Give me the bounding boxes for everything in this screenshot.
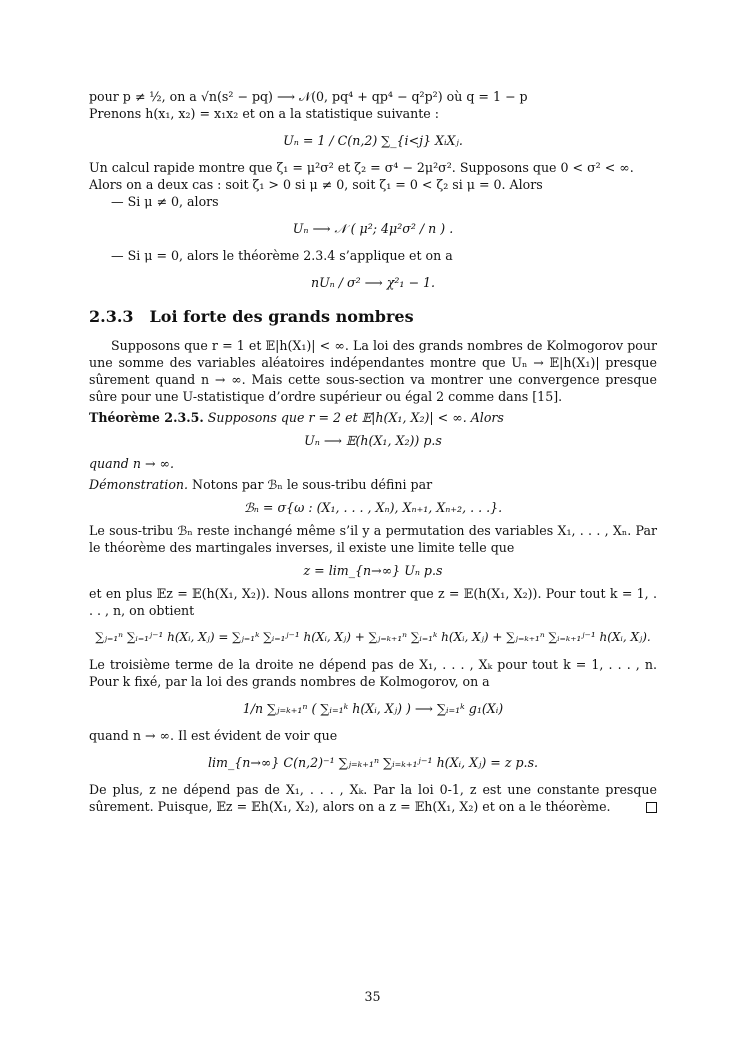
qed-square-icon: [646, 802, 657, 813]
intro-line-3: Un calcul rapide montre que ζ₁ = μ²σ² et ζ₂ = σ⁴ − 2μ²σ². Supposons que 0 < σ² < ∞.: [89, 160, 634, 175]
theorem-equation: Uₙ ⟶ 𝔼(h(X₁, X₂)) p.s: [304, 433, 442, 448]
theorem-statement: Supposons que r = 2 et 𝔼|h(X₁, X₂)| < ∞. Alors: [207, 410, 504, 425]
page-body: [89, 88, 657, 815]
proof-intro-text: Notons par ℬₙ le sous-tribu défini par: [192, 477, 433, 492]
section-title: Loi forte des grands nombres: [149, 307, 414, 326]
equation-limit-z: z = lim_{n→∞} Uₙ p.s: [303, 563, 443, 578]
equation-un: Uₙ = 1 / C(n,2) ∑_{i<j} XᵢXⱼ.: [283, 133, 463, 148]
theorem: [89, 409, 657, 426]
case-item-1: — Si μ ≠ 0, alors: [111, 193, 657, 210]
equation-case-2: nUₙ / σ² ⟶ χ²₁ − 1.: [310, 275, 436, 290]
intro-line-1: pour p ≠ ½, on a √n(s² − pq) ⟶ 𝒩(0, pq⁴ + qp⁴ − q²p²) où q = 1 − p: [89, 89, 528, 104]
equation-case-1: Uₙ ⟶ 𝒩 ( μ²; 4μ²σ² / n ) .: [292, 221, 454, 236]
page-number: 35: [364, 989, 381, 1004]
section-number: 2.3.3: [89, 307, 134, 326]
equation-sum-split: ∑ⱼ₌₁ⁿ ∑ᵢ₌₁ʲ⁻¹ h(Xᵢ, Xⱼ) = ∑ⱼ₌₁ᵏ ∑ᵢ₌₁ʲ⁻¹ h(Xᵢ, Xⱼ) + ∑ⱼ₌ₖ₊₁ⁿ ∑ᵢ₌₁ᵏ h(Xᵢ, Xⱼ) + ∑ⱼ₌ₖ₊₁ⁿ ∑ᵢ₌ₖ₊₁ʲ⁻¹ h(Xᵢ, Xⱼ).: [95, 630, 651, 644]
proof-paragraph-2: Le sous-tribu ℬₙ reste inchangé même s’il y a permutation des variables X₁, . . . , Xₙ. Par le théorème des martingales inverses, il existe une limite telle que: [89, 523, 657, 555]
section-heading: [89, 307, 657, 327]
equation-kolmogorov: 1/n ∑ⱼ₌ₖ₊₁ⁿ ( ∑ᵢ₌₁ᵏ h(Xᵢ, Xⱼ) ) ⟶ ∑ᵢ₌₁ᵏ g₁(Xᵢ): [242, 701, 504, 716]
section-paragraph: Supposons que r = 1 et 𝔼|h(X₁)| < ∞. La loi des grands nombres de Kolmogorov pour une somme des variables aléatoires indépendantes montre que Uₙ → 𝔼|h(X₁)| presque sûrement quand n → ∞. Mais cette sous-section va montrer une convergence presque sûre pour une U-statistique d’ordre supérieur ou égal 2 comme dans [15].: [89, 338, 657, 404]
theorem-tail: quand n → ∞.: [89, 456, 175, 471]
equation-limit-binomial: lim_{n→∞} C(n,2)⁻¹ ∑ⱼ₌ₖ₊₁ⁿ ∑ᵢ₌ₖ₊₁ʲ⁻¹ h(Xᵢ, Xⱼ) = z p.s.: [207, 755, 539, 770]
proof-paragraph-5: quand n → ∞. Il est évident de voir que: [89, 728, 338, 743]
proof-label: Démonstration.: [89, 477, 189, 492]
proof-paragraph-4: Le troisième terme de la droite ne dépend pas de X₁, . . . , Xₖ pour tout k = 1, . . . , n. Pour k fixé, par la loi des grands nombres de Kolmogorov, on a: [89, 657, 657, 689]
proof-intro: [89, 476, 657, 493]
case-item-2: — Si μ = 0, alors le théorème 2.3.4 s’applique et on a: [111, 247, 657, 264]
proof-paragraph-6-text: De plus, z ne dépend pas de X₁, . . . , Xₖ. Par la loi 0-1, z est une constante presque sûrement. Puisque, 𝔼z = 𝔼h(X₁, X₂), alors on a z = 𝔼h(X₁, X₂) et on a le théorème.: [89, 782, 657, 814]
intro-line-4: Alors on a deux cas : soit ζ₁ > 0 si μ ≠ 0, soit ζ₁ = 0 < ζ₂ si μ = 0. Alors: [89, 177, 543, 192]
intro-line-2: Prenons h(x₁, x₂) = x₁x₂ et on a la statistique suivante :: [89, 106, 439, 121]
proof-paragraph-6: [89, 781, 657, 815]
equation-sigma-field: ℬₙ = σ{ω : (X₁, . . . , Xₙ), Xₙ₊₁, Xₙ₊₂, . . .}.: [243, 500, 503, 515]
proof-paragraph-3: et en plus 𝔼z = 𝔼(h(X₁, X₂)). Nous allons montrer que z = 𝔼(h(X₁, X₂)). Pour tout k = 1, . . . , n, on obtient: [89, 586, 657, 618]
theorem-label: Théorème 2.3.5.: [89, 410, 204, 425]
